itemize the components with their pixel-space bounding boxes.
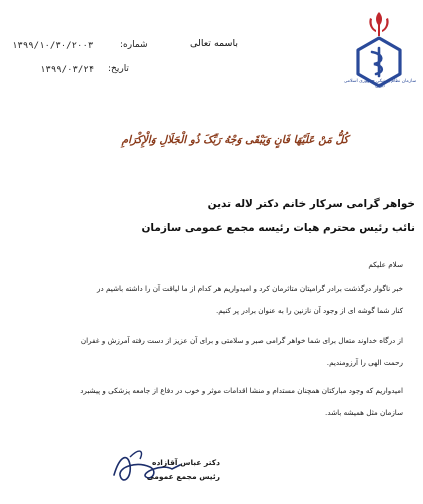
basmala-heading: باسمه تعالی [190, 38, 239, 49]
paragraph-2-line-2: رحمت الهی را آرزومندیم. [326, 358, 403, 367]
paragraph-3-line-2: سازمان مثل همیشه باشد. [325, 408, 403, 417]
recipient-name: خواهر گرامی سرکار خانم دکتر لاله تدین [207, 198, 415, 210]
signatory-title: رئیس مجمع عمومی [146, 472, 220, 481]
paragraph-2-line-1: از درگاه خداوند متعال برای شما خواهر گرامی صبر و سلامتی و برای آن عزیز از دست رفته آمرزش و غفران [80, 336, 403, 345]
handwritten-signature [110, 445, 220, 495]
number-value: ۱۳۹۹/۱۰/۳۰/۲۰۰۳ [12, 41, 94, 51]
date-value: ۱۳۹۹/۰۳/۲۴ [40, 65, 95, 75]
paragraph-1-line-1: خبر ناگوار درگذشت برادر گرامیتان متاثرمان کرد و امیدواریم هر کدام از ما لیاقت آن را داشته باشیم در [97, 284, 403, 293]
date-label: تاریخ: [108, 64, 129, 74]
paragraph-1-line-2: کنار شما گوشه ای از وجود آن نازنین را به عنوان برادر پر کنیم. [215, 306, 403, 315]
number-label: شماره: [120, 40, 148, 50]
recipient-title: نائب رئیس محترم هیات رئیسه مجمع عمومی سازمان [141, 222, 415, 234]
greeting: سلام علیکم [368, 260, 403, 269]
organization-name: سازمان نظام پزشکی جمهوری اسلامی ایران [343, 79, 417, 89]
quran-verse: کُلُّ مَنْ عَلَیْهَا فَانٍ وَیَبْقَی وَجْهُ رَبِّکَ ذُو الْجَلَالِ وَالْإِکْرَامِ [121, 134, 349, 146]
paragraph-3-line-1: امیدواریم که وجود مبارکتان همچنان مستدام و منشا اقدامات موثر و خوب در دفاع از جامعه پزشکی و پیشبرد [80, 386, 403, 395]
signatory-name: دکتر عباس آقازاده [152, 458, 220, 467]
